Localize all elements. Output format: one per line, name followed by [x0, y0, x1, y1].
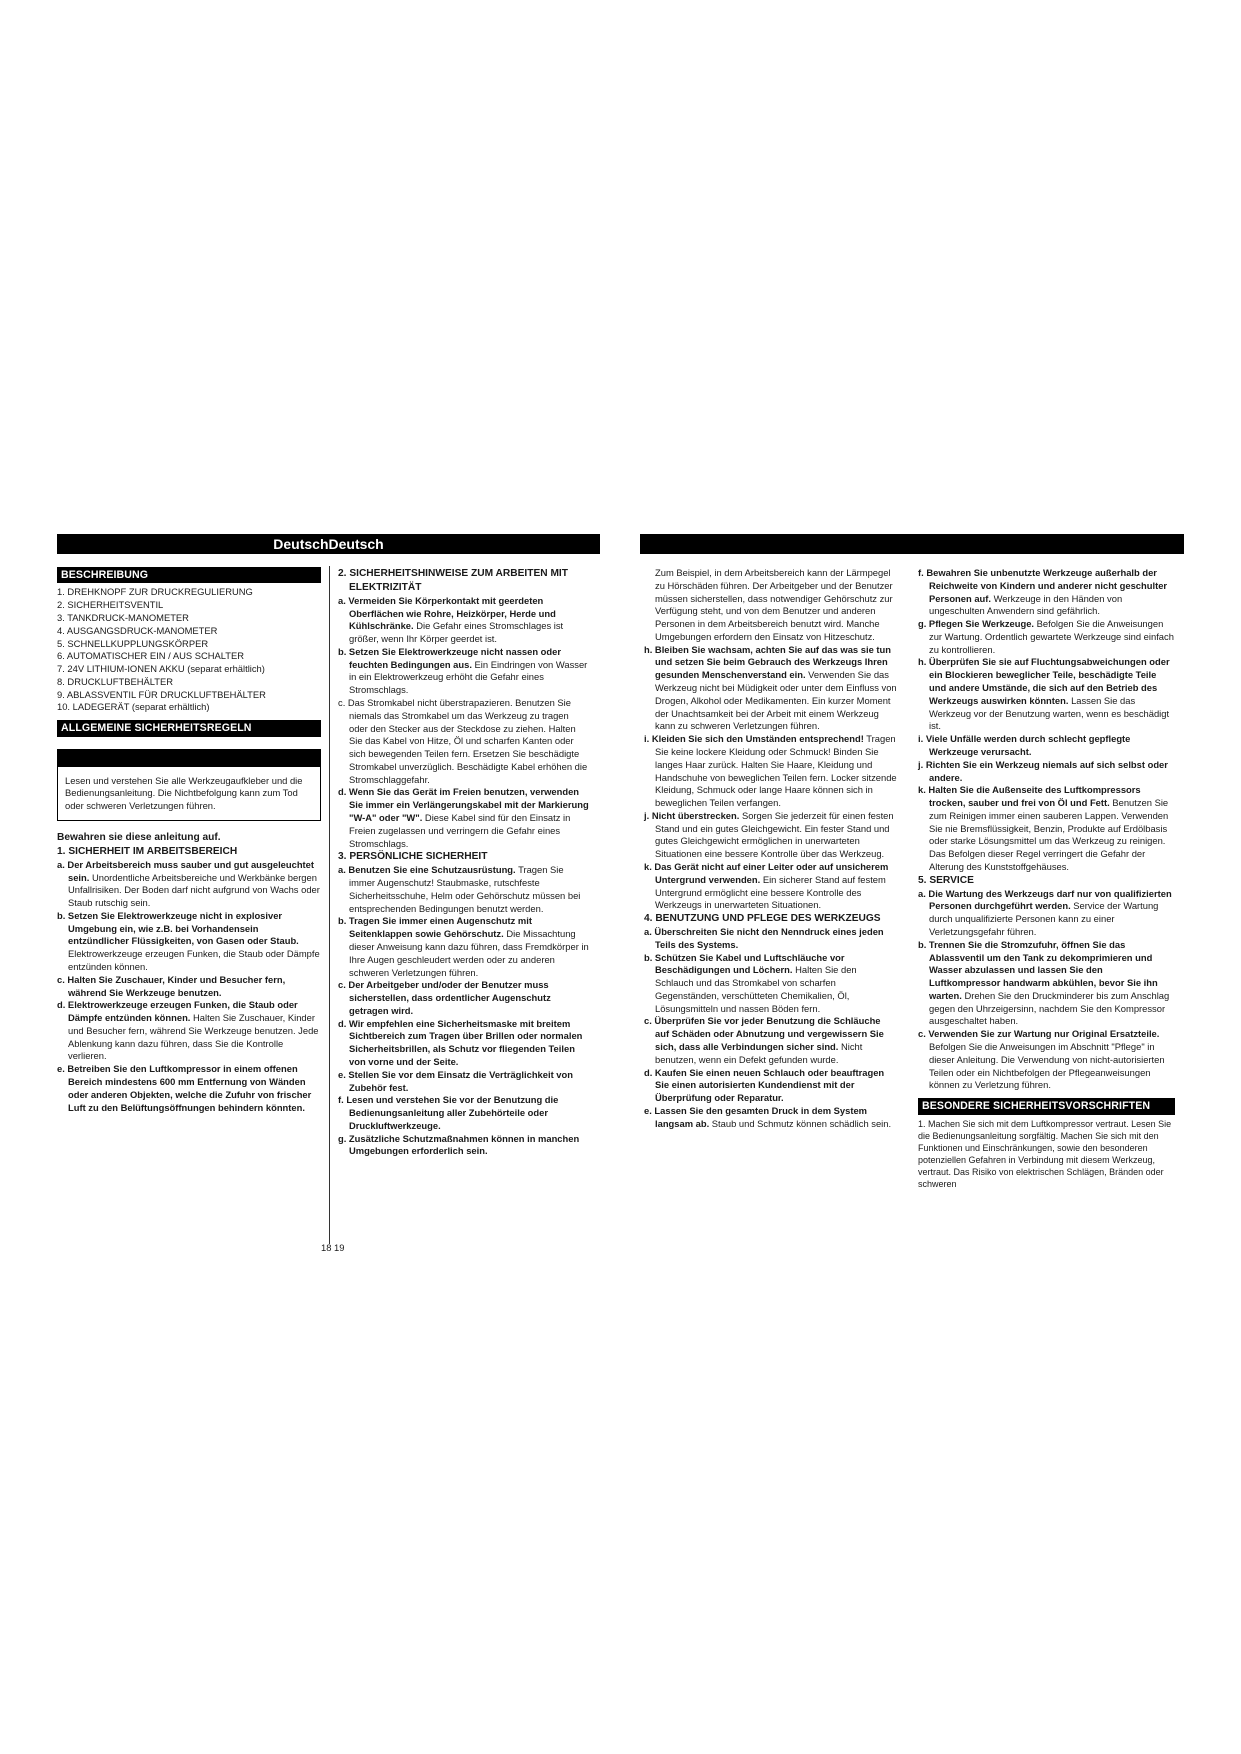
list-item: 3. TANKDRUCK-MANOMETER — [57, 611, 189, 623]
section-title-service: 5. SERVICE — [918, 874, 974, 886]
rule-text: Ein Eindringen von Wasser in ein Elektrowerkzeug erhöht die Gefahr eines Stromschlags. — [349, 658, 588, 696]
rule-text: Sorgen Sie jederzeit für einen festen Stand und ein gutes Gleichgewicht. Ein fester Stand und gutes Gleichgewicht ermöglichen in unerwarteten Situationen eine bessere Kontrolle über das Werkzeug. — [655, 809, 894, 860]
rule-text: Unordentliche Arbeitsbereiche und Werkbänke bergen Unfallrisiken. Der Boden darf nicht aufgrund von Wachs oder Staub rutschig sein. — [68, 871, 320, 909]
rule-item — [57, 999, 321, 1063]
list-item: 5. SCHNELLKUPPLUNGSKÖRPER — [57, 637, 209, 649]
section-title-persoenlich: 3. PERSÖNLICHE SICHERHEIT — [338, 851, 488, 863]
section-title-benutzung: 4. BENUTZUNG UND PFLEGE DES WERKZEUGS — [644, 913, 881, 925]
page-numbers: 18 19 — [321, 1242, 345, 1253]
rule-item — [918, 784, 1175, 873]
rule-bold: c. Verwenden Sie zur Wartung nur Original Ersatzteile. — [918, 1028, 1160, 1040]
rule-text: Befolgen Sie die Anweisungen im Abschnitt "Pflege" in dieser Anleitung. Die Verwendung von nicht-autorisierten Teilen oder ein Nichtbefolgen der Pflegeanweisungen können zu Verletzung führen. — [929, 1041, 1165, 1091]
column-divider — [329, 566, 330, 1244]
rule-bold: b. Trennen Sie die Stromzufuhr, öffnen Sie das Ablassventil um den Tank zu dekomprimieren und Wasser abzulassen und lassen Sie den Luftkompressor handwarm abkühlen, bevor Sie ihn warten. — [918, 938, 1158, 1001]
rule-item — [918, 618, 1175, 656]
section-title-elektrizitaet: 2. SICHERHEITSHINWEISE ZUM ARBEITEN MIT ELEKTRIZITÄT — [338, 568, 568, 593]
description-list — [57, 586, 321, 714]
rule-bold: d. Kaufen Sie einen neuen Schlauch oder beauftragen Sie einen autorisierten Kundendienst mit der Überprüfung oder Reparatur. — [644, 1066, 885, 1104]
rule-bold: b. Setzen Sie Elektrowerkzeuge nicht nassen oder feuchten Bedingungen aus. — [338, 645, 561, 670]
rule-bold: e. Betreiben Sie den Luftkompressor in einem offenen Bereich mindestens 600 mm Entfernung von Wänden oder anderen Objekten, welche die Zufuhr von frischer Luft zu den Belüftungsöffnungen behindern könnten. — [57, 1063, 312, 1113]
rule-text: Lassen Sie das Werkzeug vor der Benutzung warten, wenn es beschädigt ist. — [929, 694, 1170, 732]
rule-bold: c. Der Arbeitgeber und/oder der Benutzer muss sicherstellen, dass ordentlicher Augenschutz getragen wird. — [338, 979, 551, 1016]
rule-item — [338, 646, 590, 697]
rule-item — [644, 644, 897, 733]
rule-item — [57, 974, 321, 1000]
list-item: 1. DREHKNOPF ZUR DRUCKREGULIERUNG — [57, 586, 253, 598]
rule-bold: k. Halten Sie die Außenseite des Luftkompressors trocken, sauber und frei von Öl und Fett. — [918, 784, 1141, 809]
rule-text: Werkzeuge in den Händen von ungeschulten Anwendern sind gefährlich. — [929, 592, 1123, 617]
rule-bold: k. Das Gerät nicht auf einer Leiter oder auf unsicherem Untergrund verwenden. — [644, 860, 889, 885]
rule-bold: b. Tragen Sie immer einen Augenschutz mit Seitenklappen sowie Gehörschutz. — [338, 915, 532, 940]
rule-text: Halten Sie den Schlauch und das Stromkabel von scharfen Gegenständen, verschütteten Chemikalien, Öl, Lösungsmitteln und nassen Böden fern. — [655, 964, 857, 1014]
warning-box-header — [57, 749, 321, 767]
keep-manual-note: Bewahren sie diese anleitung auf. — [57, 831, 221, 843]
rule-item — [644, 1015, 897, 1066]
list-item: 6. AUTOMATISCHER EIN / AUS SCHALTER — [57, 650, 245, 662]
rule-bold: a. Benutzen Sie eine Schutzausrüstung. — [338, 864, 516, 876]
rule-text: Service der Wartung durch unqualifizierte Personen kann zu einer Verletzungsgefahr führen. — [929, 900, 1159, 937]
rule-text: Verwenden Sie das Werkzeug nicht bei Müdigkeit oder unter dem Einfluss von Drogen, Alkohol oder Medikamenten. Ein kurzer Moment der Unachtsamkeit bei der Arbeit mit einem Werkzeug kann zu schweren Verletzungen führen. — [655, 669, 897, 732]
rule-bold: a. Die Wartung des Werkzeugs darf nur von qualifizierten Personen durchgeführt werden. — [918, 887, 1172, 912]
rule-bold: e. Lassen Sie den gesamten Druck in dem System langsam ab. — [644, 1104, 868, 1129]
rule-bold: e. Stellen Sie vor dem Einsatz die Verträglichkeit von Zubehör fest. — [338, 1068, 573, 1093]
rule-bold: a. Vermeiden Sie Körperkontakt mit geerdeten Oberflächen wie Rohre, Heizkörper, Herde und Kühlschränke. — [338, 594, 556, 632]
rule-item — [57, 1063, 321, 1114]
list-item: 8. DRUCKLUFTBEHÄLTER — [57, 675, 173, 687]
warning-box — [57, 767, 321, 821]
rule-text: Elektrowerkzeuge erzeugen Funken, die Staub oder Dämpfe entzünden können. — [68, 948, 320, 972]
list-item: 4. AUSGANGSDRUCK-MANOMETER — [57, 624, 218, 636]
section-header-besondere: BESONDERE SICHERHEITSVORSCHRIFTEN — [918, 1098, 1175, 1114]
rule-bold: h. Überprüfen Sie sie auf Fluchtungsabweichungen oder ein Blockieren beweglicher Teile, beschädigte Teile und andere Umstände, die sich auf den Betrieb des Werkzeugs auswirken könnten. — [918, 656, 1170, 706]
rule-item — [644, 952, 897, 1016]
rule-bold: c. Überprüfen Sie vor jeder Benutzung die Schläuche auf Schäden oder Abnutzung und vergewissern Sie sich, dass alle Verbindungen sicher sind. — [644, 1015, 884, 1052]
rule-text: Drehen Sie den Druckminderer bis zum Anschlag gegen den Uhrzeigersinn, nachdem Sie den Kompressor ausgeschaltet haben. — [929, 989, 1170, 1027]
rule-item — [918, 939, 1175, 1028]
rule-bold: g. Zusätzliche Schutzmaßnahmen können in manchen Umgebungen erforderlich sein. — [338, 1132, 580, 1157]
rule-bold: b. Setzen Sie Elektrowerkzeuge nicht in explosiver Umgebung ein, wie z.B. bei Vorhandensein entzündlicher Flüssigkeiten, von Gasen oder Staub. — [57, 909, 299, 947]
rule-bold: j. Richten Sie ein Werkzeug niemals auf sich selbst oder andere. — [918, 758, 1168, 783]
rule-item — [918, 567, 1175, 618]
rule-bold: b. Schützen Sie Kabel und Luftschläuche vor Beschädigungen und Löchern. — [644, 951, 845, 976]
rule-bold: d. Elektrowerkzeuge erzeugen Funken, die Staub oder Dämpfe entzünden können. — [57, 999, 298, 1024]
rule-item — [918, 656, 1175, 733]
rule-item — [338, 915, 590, 979]
rule-item — [338, 979, 590, 1017]
rule-bold: i. Kleiden Sie sich den Umständen entsprechend! — [644, 733, 864, 745]
rule-item — [338, 1133, 590, 1159]
rule-item — [338, 1069, 590, 1095]
column-4 — [918, 567, 1175, 1190]
rule-item — [918, 1028, 1175, 1092]
rule-item — [57, 910, 321, 974]
rule-item — [644, 926, 897, 952]
rule-item — [918, 759, 1175, 785]
rule-item — [644, 1105, 897, 1131]
rule-item — [644, 810, 897, 861]
rule-item — [644, 1067, 897, 1105]
rule-bold: f. Lesen und verstehen Sie vor der Benutzung die Bedienungsanleitung aller Zubehörteile oder Druckluftwerkzeuge. — [338, 1094, 559, 1131]
rule-text: Befolgen Sie die Anweisungen zur Wartung. Ordentlich gewartete Werkzeuge sind einfach zu kontrollieren. — [929, 618, 1174, 655]
rule-item — [918, 888, 1175, 939]
rule-bold: f. Bewahren Sie unbenutzte Werkzeuge außerhalb der Reichweite von Kindern und anderer nicht geschulter Personen auf. — [918, 567, 1168, 604]
rule-text: Diese Kabel sind für den Einsatz in Freien zugelassen und verringern die Gefahr eines Stromschlags. — [349, 812, 571, 849]
rule-item — [338, 786, 590, 850]
rule-bold: i. Viele Unfälle werden durch schlecht gepflegte Werkzeuge verursacht. — [918, 733, 1131, 757]
header-bar-left: DeutschDeutsch — [57, 534, 600, 554]
column-1 — [57, 567, 321, 1114]
rule-item — [338, 1094, 590, 1132]
rule-text: Ein sicherer Stand auf festem Untergrund ermöglicht eine bessere Kontrolle des Werkzeugs in unerwarteten Situationen. — [655, 873, 886, 911]
list-item: 7. 24V LITHIUM-IONEN AKKU (separat erhältlich) — [57, 663, 265, 675]
besondere-text: 1. Machen Sie sich mit dem Luftkompressor vertraut. Lesen Sie die Bedienungsanleitung sorgfältig. Machen Sie sich mit den Funktionen und Einschränkungen, sowie den besonderen potenziellen Gefahren in Verbindung mit diesem Werkzeug, vertraut. Das Risiko von elektrischen Schlägen, Bränden oder schweren — [918, 1118, 1172, 1189]
list-item: 2. SICHERHEITSVENTIL — [57, 599, 164, 611]
rule-item — [644, 861, 897, 912]
column-3 — [644, 567, 897, 1130]
warning-text: Lesen und verstehen Sie alle Werkzeugaufkleber und die Bedienungsanleitung. Die Nichtbefolgung kann zum Tod oder schweren Verletzungen führen. — [65, 774, 303, 812]
rule-text: Die Missachtung dieser Anweisung kann dazu führen, dass Fremdkörper in Ihre Augen geschleudert werden oder zu anderen schweren Verletzungen führen. — [349, 928, 589, 978]
rule-item — [338, 864, 590, 915]
section-header-allgemeine: ALLGEMEINE SICHERHEITSREGELN — [57, 720, 321, 736]
rule-bold: a. Überschreiten Sie nicht den Nenndruck eines jeden Teils des Systems. — [644, 925, 884, 950]
rule-text: Die Gefahr eines Stromschlages ist größer, wenn Ihr Körper geerdet ist. — [349, 620, 564, 645]
rule-item — [918, 733, 1175, 759]
rule-bold: d. Wir empfehlen eine Sicherheitsmaske mit breitem Sichtbereich zum Tragen über Brillen oder normalen Sicherheitsbrillen, als Schutz vor fliegenden Teilen von vorne und der Seite. — [338, 1017, 583, 1067]
section-title-arbeitsbereich: 1. SICHERHEIT IM ARBEITSBEREICH — [57, 845, 238, 857]
header-bar-right — [640, 534, 1184, 554]
rule-item — [338, 1018, 590, 1069]
rule-text: Benutzen Sie zum Reinigen immer einen sauberen Lappen. Verwenden Sie nie Bremsflüssigkeit, Benzin, Produkte auf Erdölbasis oder starke Lösungsmittel um das Werkzeug zu reinigen. Das Befolgen dieser Regel verringert die Gefahr der Alterung des Kunststoffgehäuses. — [929, 797, 1169, 872]
rule-item — [644, 733, 897, 810]
rule-item: c. Das Stromkabel nicht überstrapazieren. Benutzen Sie niemals das Stromkabel um das Werkzeug zu tragen oder den Stecker aus der Steckdose zu ziehen. Halten Sie das Kabel von Hitze, Öl und scharfen Kanten oder sich bewegenden Teilen fern. Ersetzen Sie beschädigte Stromkabel unverzüglich. Beschädigte Kabel erhöhen die Stromschlaggefahr. — [338, 697, 588, 785]
rule-text: Halten Sie Zuschauer, Kinder und Besucher fern, während Sie Werkzeuge benutzen. Jede Ablenkung kann dazu führen, dass Sie die Kontrolle verlieren. — [68, 1012, 319, 1062]
list-item: 9. ABLASSVENTIL FÜR DRUCKLUFTBEHÄLTER — [57, 688, 266, 700]
rule-bold: d. Wenn Sie das Gerät im Freien benutzen, verwenden Sie immer ein Verlängerungskabel mit der Markierung "W-A" oder "W". — [338, 786, 589, 824]
section-header-beschreibung: BESCHREIBUNG — [57, 567, 321, 583]
rule-bold: c. Halten Sie Zuschauer, Kinder und Besucher fern, während Sie Werkzeuge benutzen. — [57, 973, 286, 998]
continued-text: Zum Beispiel, in dem Arbeitsbereich kann der Lärmpegel zu Hörschäden führen. Der Arbeitgeber und der Benutzer müssen sicherstellen, dass notwendiger Gehörschutz zur Verfügung steht, und von dem Benutzer und anderen Personen in dem Arbeitsbereich benutzt wird. Manche Umgebungen erfordern den Einsatz von Hitzeschutz. — [655, 567, 893, 642]
rule-text: Tragen Sie immer Augenschutz! Staubmaske, rutschfeste Sicherheitsschuhe, Helm oder Gehörschutz müssen bei entsprechenden Bedingungen benutzt werden. — [349, 864, 581, 914]
rule-text: Tragen Sie keine lockere Kleidung oder Schmuck! Binden Sie langes Haar zurück. Halten Sie Haare, Kleidung und Handschuhe von beweglichen Teilen fern. Locker sitzende Kleidung, Schmuck oder lange Haare können sich in beweglichen Teilen verfangen. — [655, 733, 897, 809]
rule-item — [338, 595, 590, 646]
rule-bold: h. Bleiben Sie wachsam, achten Sie auf das was sie tun und setzen Sie beim Gebrauch des Werkzeugs Ihren gesunden Menschenverstand ein. — [644, 643, 891, 681]
rule-bold: g. Pflegen Sie Werkzeuge. — [918, 618, 1035, 630]
rule-item — [57, 859, 321, 910]
rule-bold: a. Der Arbeitsbereich muss sauber und gut ausgeleuchtet sein. — [57, 858, 315, 883]
column-2 — [338, 567, 590, 1158]
rule-text: Staub und Schmutz können schädlich sein. — [711, 1117, 892, 1129]
rule-text: Nicht benutzen, wenn ein Defekt gefunden wurde. — [655, 1041, 863, 1065]
list-item: 10. LADEGERÄT (separat erhältlich) — [57, 701, 210, 713]
rule-bold: j. Nicht überstrecken. — [644, 809, 740, 821]
